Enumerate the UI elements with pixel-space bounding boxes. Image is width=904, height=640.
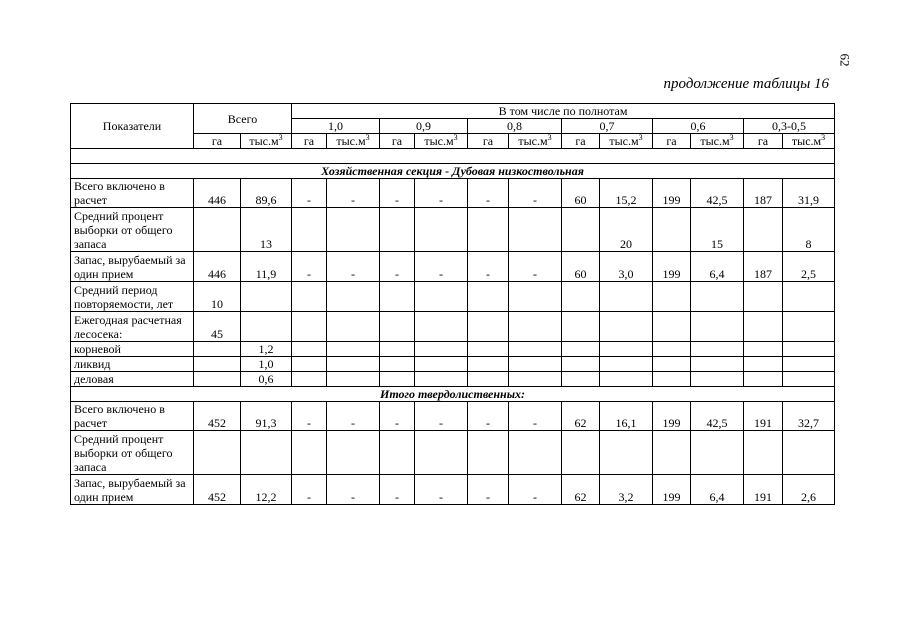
table-cell: 91,3	[241, 402, 292, 431]
header-unit-ha: га	[653, 134, 691, 149]
table-cell: 3,0	[600, 252, 653, 282]
table-cell: 452	[194, 475, 241, 505]
table-cell	[744, 372, 783, 387]
table-cell	[562, 372, 600, 387]
table-cell	[600, 282, 653, 312]
header-unit-volume	[783, 134, 835, 149]
table-cell	[744, 282, 783, 312]
unit-volume-exponent: 3	[278, 133, 283, 142]
table-cell: -	[327, 475, 380, 505]
table-cell	[468, 372, 509, 387]
table-cell: -	[292, 402, 327, 431]
table-cell: -	[509, 402, 562, 431]
table-cell: -	[468, 402, 509, 431]
table-cell: -	[509, 179, 562, 208]
table-cell: 10	[194, 282, 241, 312]
table-cell	[194, 372, 241, 387]
table-cell: -	[380, 402, 415, 431]
table-cell: 8	[783, 208, 835, 252]
table-cell	[562, 342, 600, 357]
table-cell	[562, 208, 600, 252]
table-cell	[380, 431, 415, 475]
table-row	[71, 431, 835, 475]
table-cell	[691, 372, 744, 387]
table-cell	[327, 357, 380, 372]
table-cell	[292, 431, 327, 475]
table-cell	[292, 342, 327, 357]
table-cell: -	[468, 252, 509, 282]
table-cell	[562, 282, 600, 312]
table-cell	[653, 372, 691, 387]
table-row	[71, 372, 835, 387]
table-cell: -	[380, 475, 415, 505]
row-label: Запас, вырубаемый за один прием	[71, 475, 194, 505]
table-cell: -	[509, 252, 562, 282]
table-cell	[653, 312, 691, 342]
section-title-row	[71, 387, 835, 402]
table-cell: 1,0	[241, 357, 292, 372]
table-cell	[468, 357, 509, 372]
unit-volume-text: тыс.м	[609, 134, 639, 148]
table-cell: 62	[562, 475, 600, 505]
table-cell: -	[468, 475, 509, 505]
table-cell	[241, 312, 292, 342]
table-cell: 0,6	[241, 372, 292, 387]
table-cell	[509, 372, 562, 387]
table-row	[71, 475, 835, 505]
table-cell	[691, 342, 744, 357]
table-cell	[327, 208, 380, 252]
unit-volume-exponent: 3	[821, 133, 826, 142]
table-cell	[415, 342, 468, 357]
table-cell	[415, 372, 468, 387]
table-row	[71, 357, 835, 372]
table-cell: -	[415, 252, 468, 282]
row-label: ликвид	[71, 357, 194, 372]
table-cell	[509, 208, 562, 252]
table-cell	[415, 282, 468, 312]
table-cell	[194, 431, 241, 475]
table-cell	[653, 431, 691, 475]
table-cell	[241, 431, 292, 475]
table-cell: 62	[562, 402, 600, 431]
unit-volume-exponent: 3	[365, 133, 370, 142]
unit-volume-exponent: 3	[729, 133, 734, 142]
page-number: 62	[837, 53, 853, 67]
table-cell: -	[292, 179, 327, 208]
unit-volume-text: тыс.м	[336, 134, 366, 148]
row-label: Средний процент выборки от общего запаса	[71, 208, 194, 252]
table-cell: 45	[194, 312, 241, 342]
table-cell	[783, 312, 835, 342]
table-cell	[744, 431, 783, 475]
table-cell	[194, 357, 241, 372]
table-cell: 2,5	[783, 252, 835, 282]
table-cell: 199	[653, 475, 691, 505]
table-cell: -	[509, 475, 562, 505]
table-row	[71, 208, 835, 252]
table-cell	[194, 208, 241, 252]
table-cell	[380, 282, 415, 312]
table-cell	[744, 342, 783, 357]
table-cell	[292, 372, 327, 387]
unit-volume-text: тыс.м	[518, 134, 548, 148]
table-cell: -	[415, 179, 468, 208]
table-row	[71, 282, 835, 312]
table-cell: 191	[744, 402, 783, 431]
row-label: корневой	[71, 342, 194, 357]
row-label: Средний процент выборки от общего запаса	[71, 431, 194, 475]
table-cell: -	[327, 252, 380, 282]
table-cell: 89,6	[241, 179, 292, 208]
table-cell: 199	[653, 179, 691, 208]
table-cell	[415, 431, 468, 475]
spacer-cell	[71, 149, 835, 164]
unit-volume-text: тыс.м	[249, 134, 279, 148]
table-cell	[415, 312, 468, 342]
table-cell	[783, 282, 835, 312]
table-cell	[194, 342, 241, 357]
table-cell	[415, 357, 468, 372]
header-density-4: 0,6	[653, 119, 744, 134]
table-cell: 20	[600, 208, 653, 252]
table-cell: 6,4	[691, 475, 744, 505]
table-cell	[327, 431, 380, 475]
table-cell: 187	[744, 179, 783, 208]
table-cell: 11,9	[241, 252, 292, 282]
table-cell: -	[327, 179, 380, 208]
header-unit-ha: га	[194, 134, 241, 149]
table-cell	[327, 342, 380, 357]
table-cell	[509, 357, 562, 372]
table-cell	[562, 431, 600, 475]
header-density-3: 0,7	[562, 119, 653, 134]
table-cell: -	[292, 252, 327, 282]
table-cell	[509, 312, 562, 342]
header-unit-ha: га	[292, 134, 327, 149]
table-cell: 15	[691, 208, 744, 252]
table-cell: 13	[241, 208, 292, 252]
table-cell: 3,2	[600, 475, 653, 505]
header-density-2: 0,8	[468, 119, 562, 134]
header-unit-ha: га	[468, 134, 509, 149]
table-cell	[509, 282, 562, 312]
table-row	[71, 179, 835, 208]
row-label: Средний период повторяемости, лет	[71, 282, 194, 312]
table-cell: 60	[562, 179, 600, 208]
table-cell	[509, 342, 562, 357]
header-unit-volume	[241, 134, 292, 149]
table-body	[71, 104, 835, 505]
table-cell	[562, 312, 600, 342]
table-cell	[380, 357, 415, 372]
table-cell: -	[468, 179, 509, 208]
table-cell	[744, 208, 783, 252]
table-cell: -	[327, 402, 380, 431]
header-unit-volume	[600, 134, 653, 149]
table-cell	[292, 312, 327, 342]
table-cell: -	[415, 402, 468, 431]
row-label: Ежегодная расчетная лесосека:	[71, 312, 194, 342]
table-cell: 199	[653, 402, 691, 431]
table-cell	[653, 342, 691, 357]
table-cell	[327, 282, 380, 312]
table-cell	[380, 208, 415, 252]
header-unit-volume	[691, 134, 744, 149]
table-cell	[653, 282, 691, 312]
table-cell	[468, 342, 509, 357]
table-cell	[600, 431, 653, 475]
table-cell	[327, 372, 380, 387]
header-unit-ha: га	[562, 134, 600, 149]
header-total: Всего	[194, 104, 292, 134]
table-cell: 6,4	[691, 252, 744, 282]
table-row	[71, 402, 835, 431]
table-cell	[380, 372, 415, 387]
table-cell	[691, 282, 744, 312]
table-cell	[468, 312, 509, 342]
header-unit-volume	[415, 134, 468, 149]
table-cell	[691, 357, 744, 372]
table-cell	[241, 282, 292, 312]
table-cell: 12,2	[241, 475, 292, 505]
header-density-0: 1,0	[292, 119, 380, 134]
table-cell: 42,5	[691, 179, 744, 208]
table-cell: 16,1	[600, 402, 653, 431]
table-cell	[509, 431, 562, 475]
table-cell	[600, 357, 653, 372]
table-cell: 452	[194, 402, 241, 431]
table-cell	[600, 312, 653, 342]
header-unit-volume	[327, 134, 380, 149]
table-cell	[783, 431, 835, 475]
table-cell	[744, 312, 783, 342]
table-cell	[292, 282, 327, 312]
unit-volume-text: тыс.м	[424, 134, 454, 148]
unit-volume-exponent: 3	[453, 133, 458, 142]
unit-volume-exponent: 3	[638, 133, 643, 142]
table-cell	[691, 312, 744, 342]
table-cell	[380, 312, 415, 342]
header-unit-ha: га	[380, 134, 415, 149]
header-unit-volume	[509, 134, 562, 149]
header-density-1: 0,9	[380, 119, 468, 134]
table-cell	[380, 342, 415, 357]
table-cell	[468, 431, 509, 475]
table-cell: 2,6	[783, 475, 835, 505]
row-label: Запас, вырубаемый за один прием	[71, 252, 194, 282]
row-label: Всего включено в расчет	[71, 402, 194, 431]
row-label: деловая	[71, 372, 194, 387]
table-cell	[600, 342, 653, 357]
table-cell: 446	[194, 252, 241, 282]
table-continuation-caption: продолжение таблицы 16	[663, 76, 829, 92]
table-cell	[783, 342, 835, 357]
header-by-density: В том числе по полнотам	[292, 104, 835, 119]
table-cell: 60	[562, 252, 600, 282]
table-row	[71, 252, 835, 282]
table-cell	[562, 357, 600, 372]
table-cell	[292, 357, 327, 372]
unit-volume-text: тыс.м	[791, 134, 822, 148]
table-row	[71, 312, 835, 342]
table-cell	[653, 208, 691, 252]
section-title-row	[71, 164, 835, 179]
header-indicators: Показатели	[71, 104, 194, 149]
spacer-row	[71, 149, 835, 164]
table-cell	[415, 208, 468, 252]
section-title: Итого твердолиственных:	[71, 387, 835, 402]
section-title: Хозяйственная секция - Дубовая низкоствольная	[71, 164, 835, 179]
table-cell	[691, 431, 744, 475]
table-cell: -	[415, 475, 468, 505]
table-cell	[468, 282, 509, 312]
table-row	[71, 342, 835, 357]
table-cell: 446	[194, 179, 241, 208]
row-label: Всего включено в расчет	[71, 179, 194, 208]
unit-volume-exponent: 3	[547, 133, 552, 142]
table-cell: -	[292, 475, 327, 505]
table-cell	[327, 312, 380, 342]
table-cell	[744, 357, 783, 372]
unit-volume-text: тыс.м	[700, 134, 730, 148]
table-cell: 42,5	[691, 402, 744, 431]
table-cell	[468, 208, 509, 252]
table-cell: 15,2	[600, 179, 653, 208]
table-cell: 199	[653, 252, 691, 282]
table-cell	[653, 357, 691, 372]
table-cell: 191	[744, 475, 783, 505]
table-cell: -	[380, 179, 415, 208]
table-cell: 1,2	[241, 342, 292, 357]
table-cell: 31,9	[783, 179, 835, 208]
table-cell	[783, 372, 835, 387]
table-cell	[600, 372, 653, 387]
forest-data-table	[70, 103, 835, 505]
table-cell: -	[380, 252, 415, 282]
table-cell: 187	[744, 252, 783, 282]
header-density-5: 0,3-0,5	[744, 119, 835, 134]
table-cell: 32,7	[783, 402, 835, 431]
header-unit-ha: га	[744, 134, 783, 149]
table-cell	[783, 357, 835, 372]
table-cell	[292, 208, 327, 252]
